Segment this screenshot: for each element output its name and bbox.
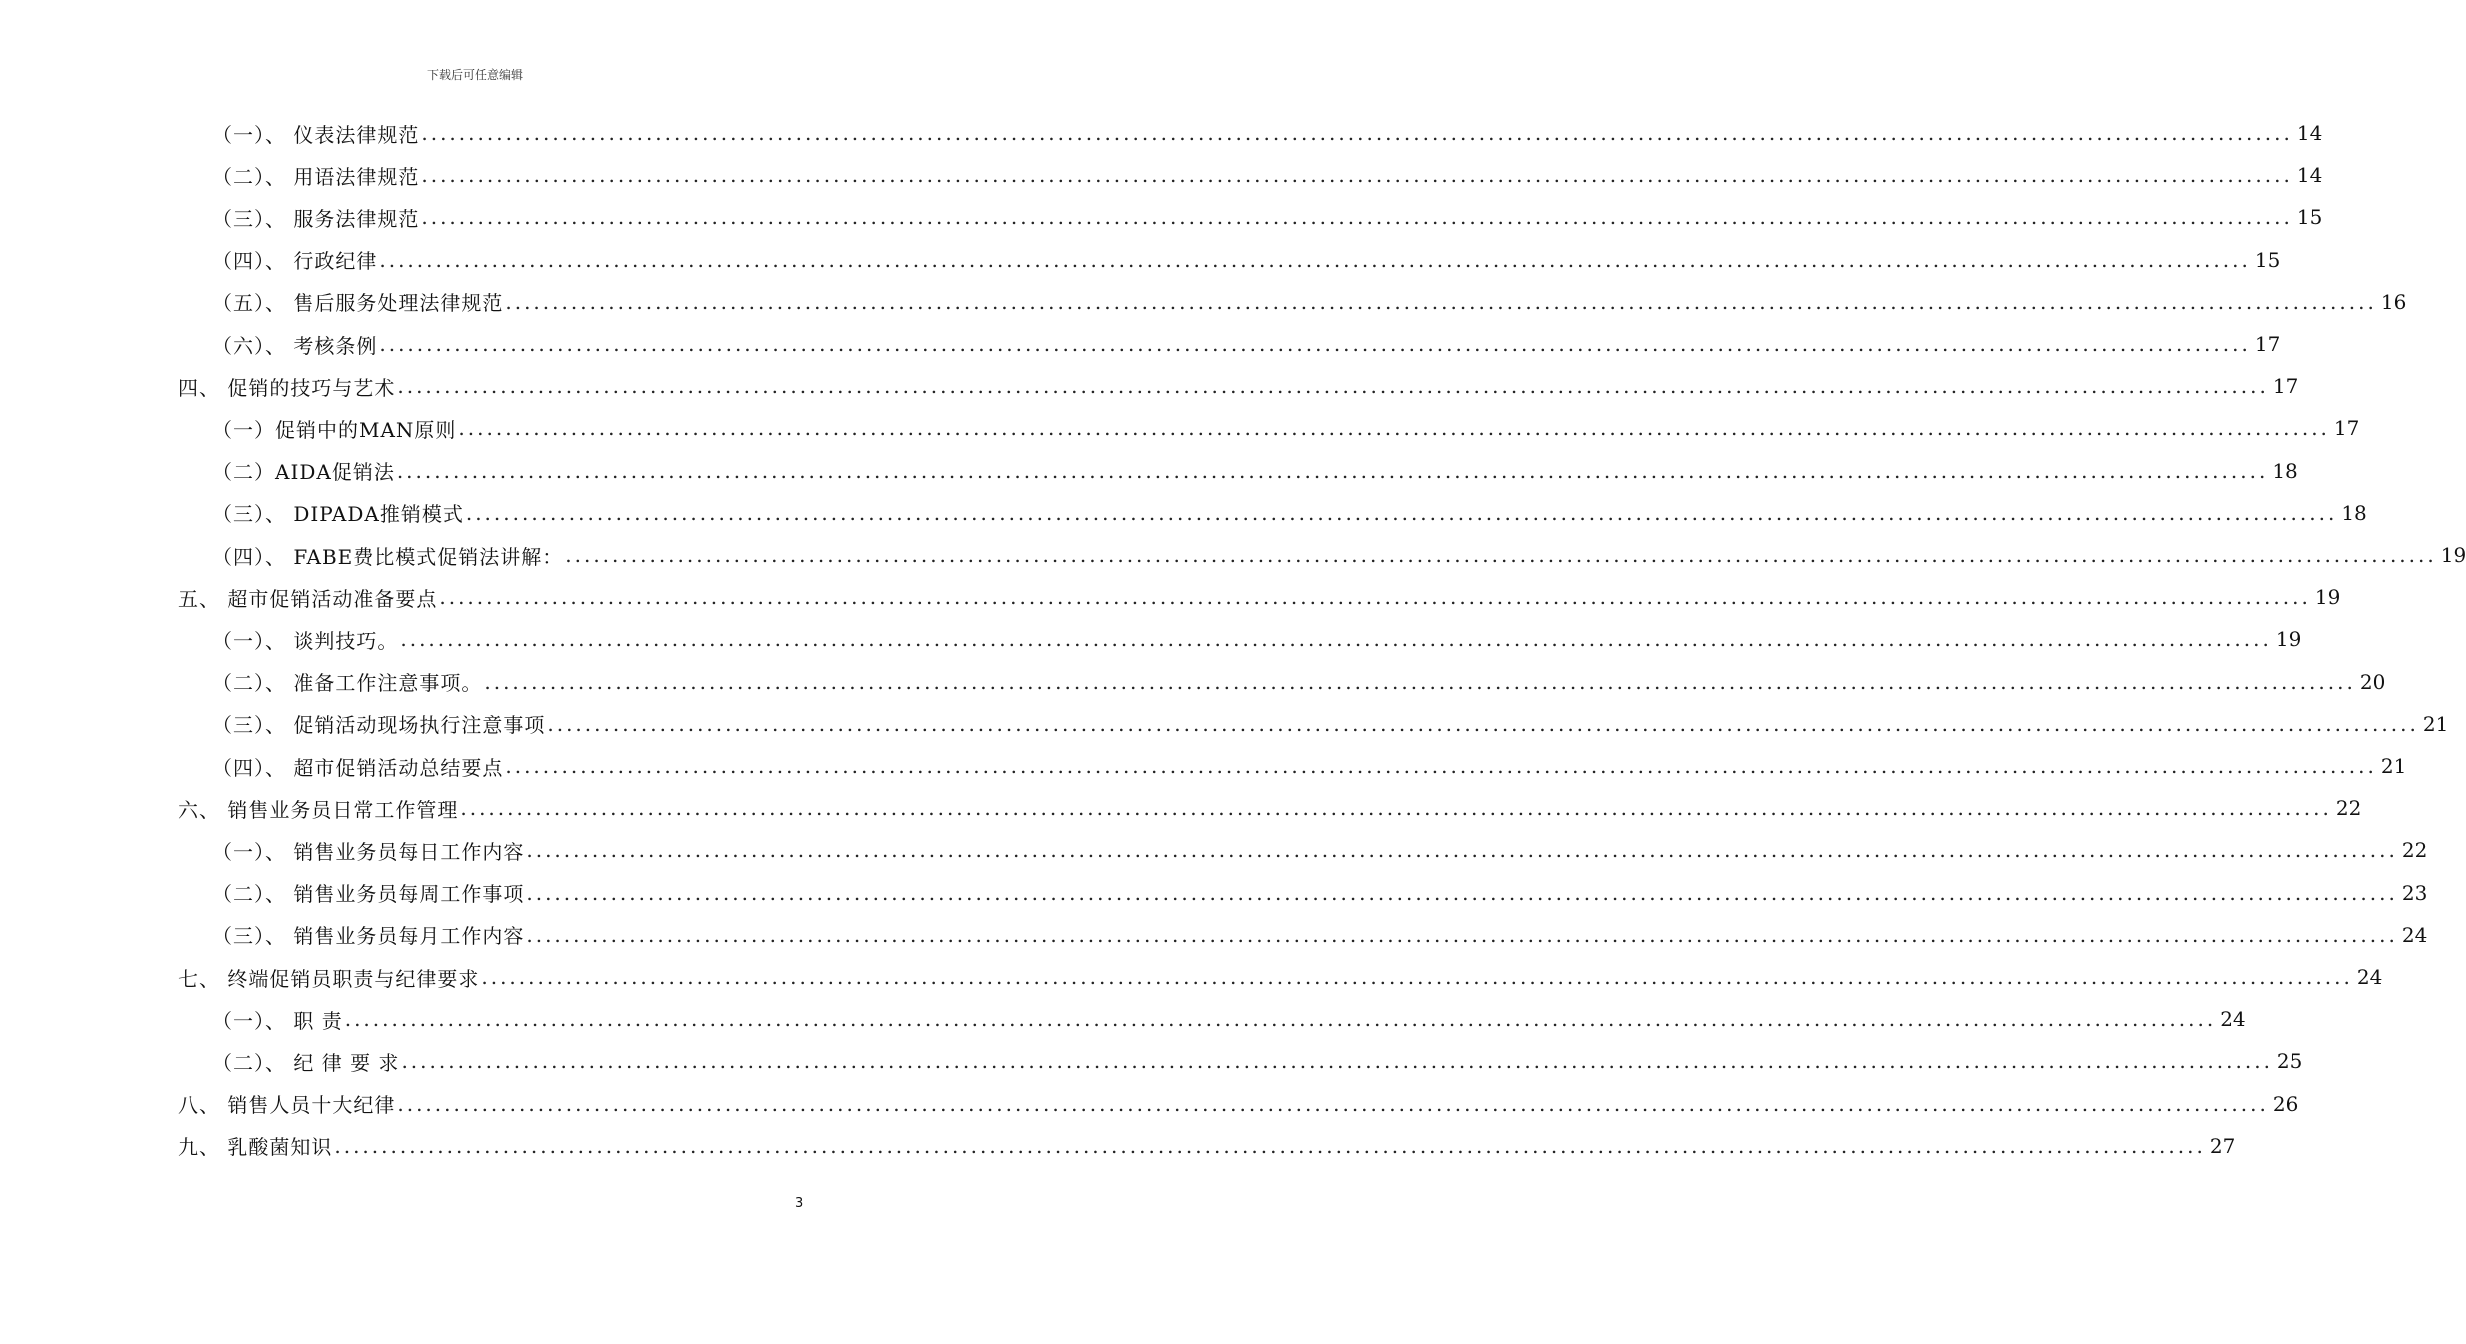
toc-entry-label: （二）AIDA促销法 [212, 460, 395, 485]
toc-dot-leader: ........................................................................................................................................................................................................ [421, 121, 2293, 145]
toc-dot-leader: ........................................................................................................................................................................................................ [565, 543, 2437, 567]
page-number: 3 [795, 1196, 804, 1211]
toc-entry-label: （四）、 FABE费比模式促销法讲解： [212, 544, 564, 569]
toc-entry[interactable] [178, 1125, 2236, 1167]
toc-entry-label: （一）、 职 责 [212, 1008, 343, 1033]
toc-entry[interactable] [212, 407, 2360, 449]
toc-entry-page: 20 [2359, 669, 2386, 694]
toc-entry-page: 22 [2401, 838, 2428, 863]
toc-entry-label: 四、 促销的技巧与艺术 [178, 375, 396, 400]
toc-entry-label: （三）、 DIPADA推销模式 [212, 502, 464, 527]
toc-entry[interactable] [212, 239, 2281, 281]
toc-entry-page: 27 [2209, 1133, 2236, 1158]
toc-entry-page: 14 [2296, 163, 2323, 188]
toc-entry[interactable] [212, 872, 2428, 914]
toc-entry-label: （三）、 服务法律规范 [212, 206, 420, 231]
toc-entry-label: （一）、 销售业务员每日工作内容 [212, 839, 525, 864]
toc-entry[interactable] [212, 661, 2386, 703]
toc-entry-page: 24 [2220, 1007, 2246, 1032]
toc-entry-page: 18 [2341, 500, 2367, 525]
toc-entry-label: （一）、 谈判技巧。 [212, 628, 399, 653]
toc-entry-label: 五、 超市促销活动准备要点 [178, 586, 438, 611]
toc-entry-page: 22 [2335, 796, 2362, 821]
toc-entry-page: 16 [2380, 289, 2407, 314]
toc-entry-label: 八、 销售人员十大纪律 [178, 1093, 396, 1118]
toc-entry-page: 17 [2272, 374, 2299, 399]
toc-entry-label: （四）、 行政纪律 [212, 249, 378, 274]
toc-dot-leader: ........................................................................................................................................................................................................ [526, 922, 2398, 947]
toc-entry[interactable] [178, 787, 2362, 829]
toc-entry[interactable] [178, 956, 2383, 998]
toc-entry-label: （二）、 用语法律规范 [212, 164, 420, 189]
toc-entry-page: 26 [2272, 1091, 2299, 1116]
toc-entry[interactable] [212, 829, 2428, 871]
toc-entry-label: （三）、 销售业务员每月工作内容 [212, 924, 525, 949]
toc-dot-leader: ........................................................................................................................................................................................................ [344, 1007, 2217, 1032]
toc-dot-leader: ........................................................................................................................................................................................................ [526, 880, 2398, 905]
toc-entry-label: （一）促销中的MAN原则 [212, 417, 457, 442]
toc-entry[interactable] [212, 703, 2449, 745]
page-header: 下载后可任意编辑 [426, 68, 523, 82]
toc-dot-leader: ........................................................................................................................................................................................................ [397, 1091, 2269, 1116]
toc-dot-leader: ........................................................................................................................................................................................................ [458, 416, 2330, 441]
toc-entry[interactable] [212, 492, 2367, 534]
toc-entry-label: 七、 终端促销员职责与纪律要求 [178, 966, 480, 991]
toc-dot-leader: ........................................................................................................................................................................................................ [401, 1049, 2273, 1074]
toc-entry-page: 21 [2422, 711, 2449, 736]
toc-entry-label: （二）、 准备工作注意事项。 [212, 671, 483, 696]
toc-entry-label: （五）、 售后服务处理法律规范 [212, 291, 504, 316]
toc-entry-page: 24 [2356, 965, 2383, 989]
toc-entry-page: 15 [2254, 247, 2281, 272]
toc-entry-label: （二）、 纪 律 要 求 [212, 1050, 400, 1075]
toc-entry-page: 17 [2254, 332, 2281, 356]
toc-entry[interactable] [212, 618, 2302, 660]
toc-entry-page: 19 [2440, 543, 2466, 567]
toc-entry-label: （一）、 仪表法律规范 [212, 122, 420, 147]
toc-dot-leader: ........................................................................................................................................................................................................ [465, 500, 2338, 525]
toc-entry-label: （三）、 促销活动现场执行注意事项 [212, 713, 546, 738]
toc-entry-label: （四）、 超市促销活动总结要点 [212, 755, 504, 780]
toc-entry-page: 18 [2272, 458, 2298, 483]
toc-dot-leader: ........................................................................................................................................................................................................ [505, 289, 2377, 314]
toc-entry[interactable] [212, 112, 2323, 154]
toc-entry-page: 25 [2276, 1049, 2303, 1074]
toc-dot-leader: ........................................................................................................................................................................................................ [400, 627, 2272, 652]
toc-entry-page: 24 [2401, 922, 2428, 947]
toc-dot-leader: ........................................................................................................................................................................................................ [439, 585, 2311, 610]
toc-entry-page: 21 [2380, 754, 2407, 778]
toc-entry-page: 19 [2275, 627, 2302, 652]
toc-dot-leader: ........................................................................................................................................................................................................ [334, 1133, 2206, 1158]
toc-entry[interactable] [212, 154, 2323, 196]
toc-entry-page: 23 [2401, 880, 2428, 905]
toc-entry-label: （二）、 销售业务员每周工作事项 [212, 882, 525, 907]
toc-entry[interactable] [212, 281, 2407, 323]
toc-dot-leader: ........................................................................................................................................................................................................ [396, 458, 2269, 483]
toc-entry[interactable] [212, 196, 2323, 238]
toc-dot-leader: ........................................................................................................................................................................................................ [547, 711, 2419, 736]
toc-dot-leader: ........................................................................................................................................................................................................ [421, 163, 2293, 188]
toc-dot-leader: ........................................................................................................................................................................................................ [379, 332, 2251, 356]
toc-dot-leader: ........................................................................................................................................................................................................ [397, 374, 2269, 399]
toc-dot-leader: ........................................................................................................................................................................................................ [460, 796, 2332, 821]
toc-entry[interactable] [212, 323, 2281, 365]
toc-dot-leader: ........................................................................................................................................................................................................ [481, 965, 2353, 989]
toc-entry[interactable] [212, 450, 2298, 492]
toc-dot-leader: ........................................................................................................................................................................................................ [526, 838, 2398, 863]
toc-entry[interactable] [212, 1040, 2303, 1082]
toc-dot-leader: ........................................................................................................................................................................................................ [484, 669, 2356, 694]
toc-entry-page: 17 [2333, 416, 2360, 441]
toc-entry-page: 19 [2314, 585, 2341, 610]
toc-entry[interactable] [178, 365, 2299, 407]
toc-dot-leader: ........................................................................................................................................................................................................ [379, 247, 2251, 272]
toc-entry-page: 14 [2296, 121, 2323, 145]
toc-entry[interactable] [178, 1083, 2299, 1125]
toc-dot-leader: ........................................................................................................................................................................................................ [505, 754, 2377, 778]
toc-entry-page: 15 [2296, 205, 2323, 230]
toc-entry[interactable] [212, 914, 2428, 956]
toc-entry-label: 九、 乳酸菌知识 [178, 1135, 333, 1160]
toc-dot-leader: ........................................................................................................................................................................................................ [421, 205, 2293, 230]
toc-entry[interactable] [212, 998, 2246, 1040]
toc-entry[interactable] [212, 534, 2466, 576]
toc-entry[interactable] [178, 576, 2341, 618]
toc-entry[interactable] [212, 745, 2407, 787]
toc-entry-label: （六）、 考核条例 [212, 333, 378, 358]
toc-entry-label: 六、 销售业务员日常工作管理 [178, 797, 459, 822]
